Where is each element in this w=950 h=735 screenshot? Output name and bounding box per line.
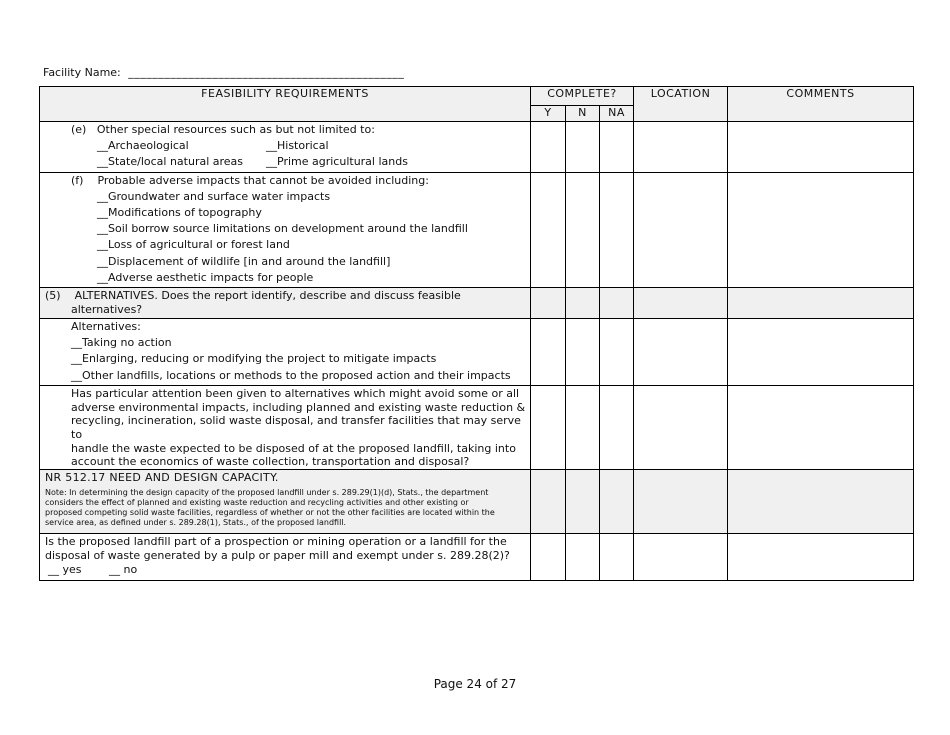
comments-cell[interactable] [728,385,914,469]
nr-512-17-section [40,470,531,534]
table-row [40,534,914,581]
location-cell[interactable] [634,122,728,173]
n-cell[interactable] [566,122,600,173]
alternatives-attention-question [40,385,531,469]
table-row [40,172,914,287]
impact-option[interactable]: __Loss of agricultural or forest land [97,238,290,252]
location-cell[interactable] [634,288,728,319]
na-cell[interactable] [600,122,634,173]
complete-header: COMPLETE? [531,87,634,106]
item-text: Probable adverse impacts that cannot be avoided including: [97,173,429,187]
location-cell[interactable] [634,385,728,469]
y-cell[interactable] [531,288,566,319]
table-row [40,288,914,319]
checkbox-agricultural-lands[interactable]: __Prime agricultural lands [266,155,408,169]
facility-name-label: Facility Name: [43,66,121,79]
comments-cell[interactable] [728,122,914,173]
alternative-option[interactable]: __Enlarging, reducing or modifying the project to mitigate impacts [71,352,437,366]
feasibility-table [39,86,914,581]
table-row [40,319,914,386]
checkbox-historical[interactable]: __Historical [266,139,329,153]
y-cell[interactable] [531,385,566,469]
section-title: NR 512.17 NEED AND DESIGN CAPACITY. [45,471,279,485]
n-cell[interactable] [566,288,600,319]
na-cell[interactable] [600,385,634,469]
section-note [40,485,530,530]
y-column-header: Y [531,106,566,122]
y-cell[interactable] [531,534,566,581]
impact-option[interactable]: __Groundwater and surface water impacts [97,189,331,203]
na-cell[interactable] [600,172,634,287]
alternatives-title: Alternatives: [71,320,141,334]
requirement-5-alternatives [40,288,531,319]
table-row [40,385,914,469]
n-cell[interactable] [566,470,600,534]
y-cell[interactable] [531,122,566,173]
location-cell[interactable] [634,172,728,287]
na-column-header: NA [600,106,634,122]
n-cell[interactable] [566,385,600,469]
n-column-header: N [566,106,600,122]
comments-cell[interactable] [728,288,914,319]
item-marker: (f) [71,173,84,187]
table-row [40,122,914,173]
requirement-f [40,172,531,287]
na-cell[interactable] [600,288,634,319]
note-line: service area, as defined under s. 289.28(1), Stats., of the proposed landfill. [45,518,347,528]
section-text: ALTERNATIVES. Does the report identify, describe and discuss feasible [74,289,461,303]
question-line: adverse environmental impacts, including planned and existing waste reduction & [71,400,526,414]
location-cell[interactable] [634,319,728,386]
question-line: Has particular attention been given to alternatives which might avoid some or all [71,386,520,400]
comments-cell[interactable] [728,470,914,534]
location-cell[interactable] [634,534,728,581]
question-line: Is the proposed landfill part of a prospection or mining operation or a landfill for the [45,535,507,549]
comments-header: COMMENTS [728,87,914,122]
item-marker: (e) [71,123,87,136]
n-cell[interactable] [566,172,600,287]
alternative-option[interactable]: __Taking no action [71,336,172,350]
location-header: LOCATION [634,87,728,122]
yes-option[interactable]: __ yes [48,563,82,577]
impact-option[interactable]: __Adverse aesthetic impacts for people [97,270,314,284]
y-cell[interactable] [531,470,566,534]
question-line: recycling, incineration, solid waste disposal, and transfer facilities that may serve to [71,414,521,441]
impact-option[interactable]: __Modifications of topography [97,206,262,220]
checkbox-natural-areas[interactable]: __State/local natural areas [97,155,244,169]
no-option[interactable]: __ no [109,563,138,577]
exemption-question [40,534,531,581]
note-line: considers the effect of planned and existing waste reduction and recycling activities and other existing or [45,498,469,508]
comments-cell[interactable] [728,534,914,581]
question-line: disposal of waste generated by a pulp or paper mill and exempt under s. 289.28(2)? [45,549,510,563]
facility-name-field [43,66,404,79]
alternative-option[interactable]: __Other landfills, locations or methods to the proposed action and their impacts [71,368,511,382]
table-row [40,470,914,534]
page-number: Page 24 of 27 [433,677,517,691]
question-line: account the economics of waste collection, transportation and disposal? [71,455,470,469]
y-cell[interactable] [531,172,566,287]
na-cell[interactable] [600,534,634,581]
note-line: Note: In determining the design capacity of the proposed landfill under s. 289.29(1)(d), Stats., the department [45,488,489,498]
na-cell[interactable] [600,319,634,386]
facility-name-blank[interactable]: ______________________________________________ [128,66,405,79]
section-text-continued: alternatives? [71,303,143,317]
alternatives-list [40,319,531,386]
checkbox-archaeological[interactable]: __Archaeological [97,139,189,153]
item-text: Other special resources such as but not limited to: [96,123,375,136]
note-line: proposed competing solid waste facilities, regardless of whether or not the other facilities are located within the [45,508,495,518]
location-cell[interactable] [634,470,728,534]
impact-option[interactable]: __Displacement of wildlife [in and around the landfill] [97,254,391,268]
n-cell[interactable] [566,534,600,581]
comments-cell[interactable] [728,172,914,287]
feasibility-requirements-header: FEASIBILITY REQUIREMENTS [40,87,531,122]
item-marker: (5) [45,289,61,303]
n-cell[interactable] [566,319,600,386]
comments-cell[interactable] [728,319,914,386]
question-line: handle the waste expected to be disposed of at the proposed landfill, taking into [71,441,516,455]
requirement-e [40,122,531,173]
na-cell[interactable] [600,470,634,534]
impact-option[interactable]: __Soil borrow source limitations on development around the landfill [97,222,468,236]
y-cell[interactable] [531,319,566,386]
